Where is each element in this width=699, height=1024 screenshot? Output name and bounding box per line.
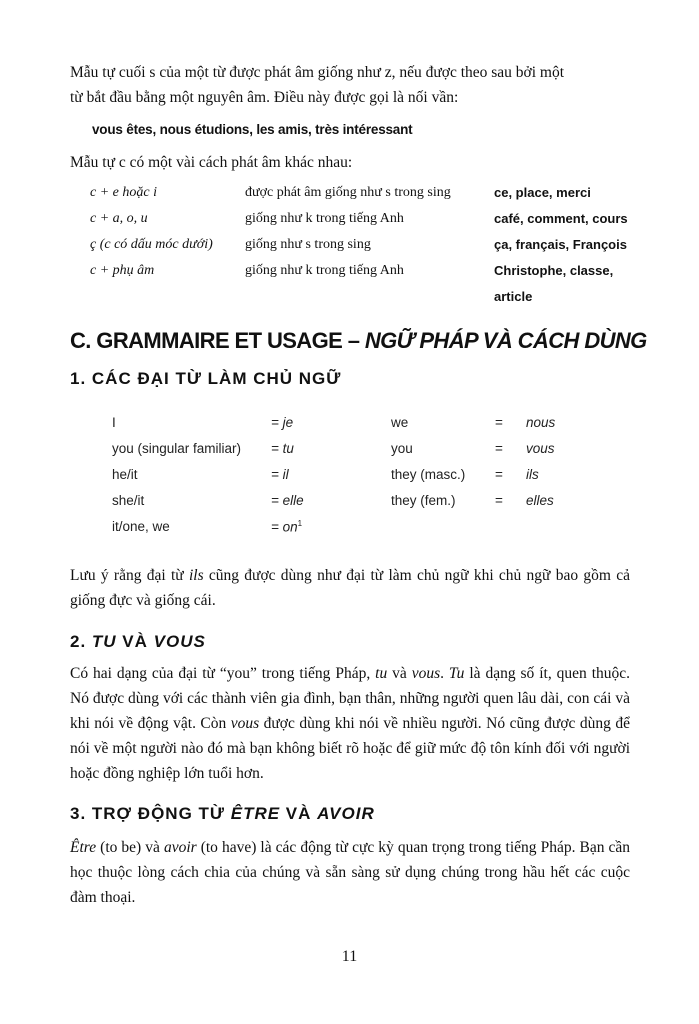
paragraph-text: . <box>440 665 449 682</box>
term-etre: Être <box>70 839 97 856</box>
c-intro: Mẫu tự c có một vài cách phát âm khác nhau: <box>70 154 353 171</box>
french-pronoun: elles <box>526 493 554 508</box>
english-pronoun: you <box>391 441 413 456</box>
c-examples-continued: article <box>494 289 533 304</box>
etre-avoir-paragraph <box>70 835 630 910</box>
c-rule: giống như s trong sing <box>245 237 371 252</box>
term-tu: tu <box>375 665 388 682</box>
footnote-marker: 1 <box>297 519 303 528</box>
tu-vous-paragraph <box>70 661 630 786</box>
equals-sign: = <box>495 441 503 456</box>
intro-line-1: Mẫu tự cuối s của một từ được phát âm giống như z, nếu được theo sau bởi một <box>70 64 565 81</box>
english-pronoun: it/one, we <box>112 519 170 534</box>
equals-sign: = <box>495 493 503 508</box>
tu-vous-heading <box>70 632 206 652</box>
french-pronoun <box>271 519 302 535</box>
equals-sign: = <box>495 467 503 482</box>
term-vous: vous <box>411 665 441 682</box>
english-pronoun: you (singular familiar) <box>112 441 242 456</box>
c-rule: được phát âm giống như s trong sing <box>245 185 451 200</box>
french-pronoun-text: = on <box>271 519 298 535</box>
pronoun-note <box>70 563 630 613</box>
french-pronoun: = je <box>271 415 294 430</box>
english-pronoun: they (masc.) <box>391 467 466 482</box>
heading-and: VÀ <box>280 804 318 823</box>
french-pronoun: ils <box>526 467 539 482</box>
heading-etre: ÊTRE <box>230 804 281 823</box>
english-pronoun: they (fem.) <box>391 493 456 508</box>
term-avoir: avoir <box>163 839 197 856</box>
english-pronoun: we <box>391 415 409 430</box>
c-combo: c + phụ âm <box>90 263 155 278</box>
term-tu: Tu <box>448 665 465 682</box>
french-pronoun: = il <box>271 467 289 482</box>
c-rule: giống như k trong tiếng Anh <box>245 211 404 226</box>
c-examples: café, comment, cours <box>494 211 628 226</box>
etre-avoir-heading <box>70 804 375 824</box>
note-text: Lưu ý rằng đại từ <box>70 567 189 584</box>
c-combo: c + a, o, u <box>90 211 148 226</box>
heading-and: VÀ <box>116 632 154 651</box>
french-pronoun: = tu <box>271 441 294 456</box>
paragraph-text: được dùng khi nói về nhiều người. Nó cũng được dùng để nói về một người nào đó mà bạn không biết rõ hoặc để giữ mức độ tôn kính đối với người hoặc đồng nghiệp lớn tuổi hơn. <box>70 715 630 782</box>
heading-number: 2. <box>70 632 92 651</box>
heading-text: 3. TRỢ ĐỘNG TỪ <box>70 804 231 823</box>
paragraph-text: và <box>387 665 412 682</box>
page-number: 11 <box>341 948 358 965</box>
french-pronoun: nous <box>526 415 556 430</box>
term-vous: vous <box>230 715 260 732</box>
paragraph-text: (to have) là các động từ cực kỳ quan trọng trong tiếng Pháp. Bạn cần học thuộc lòng cách chia của chúng và sẵn sàng sử dụng chúng trong hầu hết các cuộc đàm thoại. <box>70 839 631 906</box>
french-pronoun: vous <box>526 441 555 456</box>
c-examples: ça, français, François <box>494 237 627 252</box>
subject-pronouns-heading: 1. CÁC ĐẠI TỪ LÀM CHỦ NGỮ <box>70 369 342 388</box>
note-ils: ils <box>188 567 204 584</box>
c-combo: c + e hoặc i <box>90 185 157 200</box>
note-text: cũng được dùng như đại từ làm chủ ngữ khi chủ ngữ bao gồm cả giống đực và giống cái. <box>70 567 630 609</box>
heading-tu: TU <box>91 632 117 651</box>
paragraph-text: là dạng số ít, quen thuộc. Nó được dùng với các thành viên gia đình, bạn thân, những người quen lâu dài, con cái và khi nói về động vật. Còn <box>70 665 631 732</box>
c-combo: ç (c có dấu móc dưới) <box>90 237 213 252</box>
paragraph-text: Có hai dạng của đại từ “you” trong tiếng Pháp, <box>70 665 376 682</box>
english-pronoun: she/it <box>112 493 145 508</box>
french-pronoun: = elle <box>271 493 304 508</box>
equals-sign: = <box>495 415 503 430</box>
c-rule: giống như k trong tiếng Anh <box>245 263 404 278</box>
heading-vous: VOUS <box>153 632 206 651</box>
c-examples: Christophe, classe, <box>494 263 614 278</box>
section-c-title <box>70 328 647 354</box>
english-pronoun: he/it <box>112 467 138 482</box>
heading-avoir: AVOIR <box>317 804 375 823</box>
c-examples: ce, place, merci <box>494 185 591 200</box>
paragraph-text: (to be) và <box>96 839 164 856</box>
english-pronoun: I <box>112 415 116 430</box>
section-c-title-italic: NGỮ PHÁP VÀ CÁCH DÙNG <box>364 328 647 353</box>
section-c-title-main: C. GRAMMAIRE ET USAGE – <box>70 328 365 353</box>
liaison-example: vous êtes, nous étudions, les amis, très intéressant <box>92 122 413 137</box>
intro-line-2: từ bắt đầu bằng một nguyên âm. Điều này được gọi là nối vần: <box>70 89 459 106</box>
